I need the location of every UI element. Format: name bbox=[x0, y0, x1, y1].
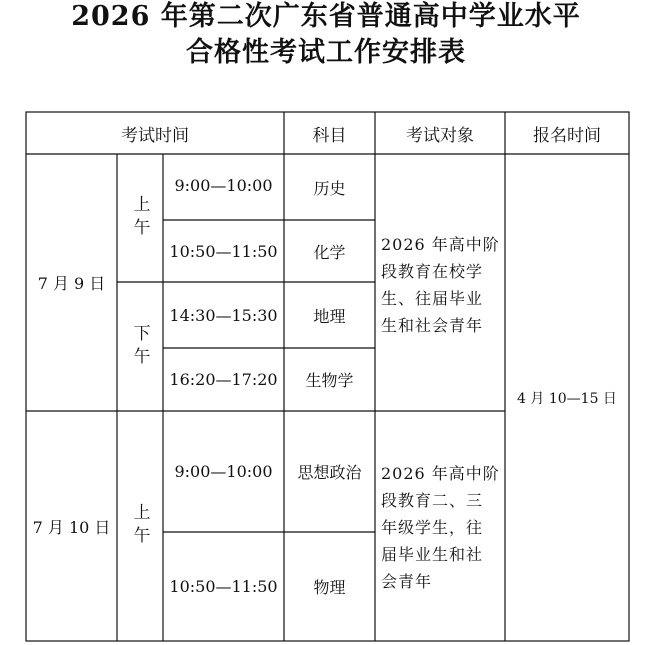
period-day1-morning: 上午 bbox=[129, 195, 150, 241]
slot-subject: 思想政治 bbox=[297, 463, 362, 482]
exam-target-day1 bbox=[381, 231, 501, 339]
slot-time: 10:50—11:50 bbox=[169, 241, 278, 261]
target-line: 年级学生，往 bbox=[381, 518, 484, 537]
slot-subject: 化学 bbox=[313, 242, 346, 262]
header-register-time: 报名时间 bbox=[533, 125, 601, 146]
header-exam-target: 考试对象 bbox=[406, 125, 474, 146]
date-day2: 7 月 10 日 bbox=[32, 517, 111, 537]
target-line: 会青年 bbox=[381, 572, 433, 591]
target-line: 段教育在校学 bbox=[381, 262, 484, 281]
slot-subject: 生物学 bbox=[305, 371, 354, 390]
slot-time: 16:20—17:20 bbox=[169, 370, 278, 389]
slot-subject: 地理 bbox=[313, 306, 346, 326]
date-day1: 7 月 9 日 bbox=[37, 274, 106, 293]
target-line: 2026 年高中阶 bbox=[381, 464, 500, 483]
register-time: 4 月 10—15 日 bbox=[517, 390, 617, 407]
target-line: 生、往届毕业 bbox=[381, 289, 484, 308]
header-exam-time: 考试时间 bbox=[121, 125, 189, 146]
slot-time: 14:30—15:30 bbox=[169, 305, 278, 325]
target-line: 生和社会青年 bbox=[381, 316, 484, 335]
header-subject: 科目 bbox=[312, 125, 347, 146]
target-line: 段教育二、三 bbox=[381, 491, 484, 510]
slot-time: 9:00—10:00 bbox=[174, 176, 273, 195]
target-line: 2026 年高中阶 bbox=[381, 235, 500, 254]
period-day2-morning: 上午 bbox=[129, 503, 150, 549]
period-day1-afternoon: 下午 bbox=[129, 323, 150, 370]
slot-time: 10:50—11:50 bbox=[169, 577, 278, 596]
slot-subject: 历史 bbox=[313, 179, 346, 198]
slot-subject: 物理 bbox=[313, 578, 346, 597]
page-title-line2: 合格性考试工作安排表 bbox=[186, 37, 466, 68]
slot-time: 9:00—10:00 bbox=[174, 462, 273, 481]
exam-target-day2 bbox=[381, 460, 501, 595]
page-title-line1: 2026 年第二次广东省普通高中学业水平 bbox=[71, 1, 581, 32]
target-line: 届毕业生和社 bbox=[381, 545, 484, 564]
